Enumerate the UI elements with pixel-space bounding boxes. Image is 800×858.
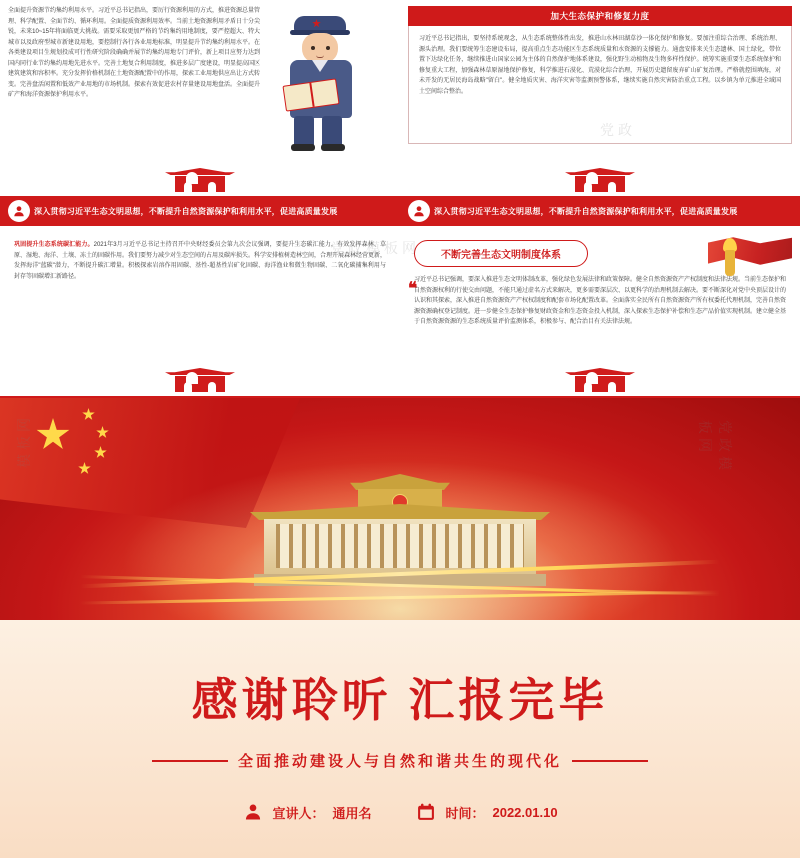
top-left-paragraph: 全面提升资源节约集约利用水平。习近平总书记指出，要厉行资源利用的方式，推进资源总量管理、科学配置、全面节约、循环利用。全面提质资源利用效率。当前土地资源利用矛盾日十分尖锐，未来10~15年将面临更大挑战。需要采取更加严格的节约集约用地制度，要严控超大、特大城市以及政府型城市新建设用地，要控制行各行各业用地标准，明显提升节约集约利用水平。在各类建设项目生规划投成可行性研究阶段确确并展节约集约用地专门评价，新上项目应努力达到国内同行业节约集约用地先进水平。完善土地复合利用制度，推进多层广度建设，明显提高国区建筑建筑和容积率。充分发挥价格机制在土地资源配置中的作用，探索工业用地供应出让方式转变。完善盘活闲置和低效产业用地的市场机制。探索有效促进农村存量建设用地盘活。全面提升矿产和海洋资源保护利用水平。 bbox=[8, 8, 261, 98]
top-left-content bbox=[8, 6, 392, 150]
gold-ribbon-decoration bbox=[80, 566, 720, 612]
banner-left bbox=[0, 196, 400, 226]
thanks-title: 感谢聆听 汇报完毕 bbox=[191, 674, 609, 726]
middle-slide bbox=[0, 226, 800, 396]
calendar-icon bbox=[415, 801, 437, 823]
tiananmen-gate-icon bbox=[565, 168, 635, 194]
speaker-value: 通用名 bbox=[332, 805, 372, 821]
thanks-slide bbox=[0, 620, 800, 858]
cadre-illustration-icon bbox=[266, 10, 376, 150]
top-right-card bbox=[408, 26, 792, 144]
mid-left-column bbox=[0, 226, 400, 396]
quote-icon: ❝ bbox=[408, 279, 418, 298]
tiananmen-gate-icon bbox=[565, 368, 635, 394]
speaker-info bbox=[242, 801, 371, 823]
flag-torch-decoration-icon bbox=[702, 230, 794, 286]
watermark: 党政模板网 bbox=[330, 240, 420, 256]
person-icon bbox=[242, 801, 264, 823]
mid-left-body: 2021年3月习近平总书记主持召开中央财经委员会第九次会议强调，要提升生态碳汇能力，有效发挥森林、草原、湿地、海洋、土壤、冻土的固碳作用。我们要努力减少对生态空间的占用及碳库损失。科学安排植树造林空间，合理开展森林经营更新，发挥海洋"蓝碳"潜力，不断提升碳汇增量。积极探索岩溶作用固碳、基性-超基性岩矿化固碳、海洋渔业和微生物固碳、二氧化碳捕集利用与封存等固碳增汇新路径。 bbox=[14, 242, 387, 280]
speaker-badge-icon bbox=[408, 200, 430, 222]
banner-right-text: 深入贯彻习近平生态文明思想，不断提升自然资源保护和利用水平，促进高质量发展 bbox=[434, 206, 738, 216]
mid-right-column bbox=[400, 226, 800, 396]
divider-left bbox=[152, 760, 228, 762]
watermark: 党政模板网 bbox=[697, 420, 733, 474]
top-right-column bbox=[400, 0, 800, 196]
divider-right bbox=[572, 760, 648, 762]
thanks-subtitle: 全面推动建设人与自然和谐共生的现代化 bbox=[237, 753, 562, 770]
date-label: 时间： bbox=[445, 805, 485, 821]
banner-right bbox=[400, 196, 800, 226]
speaker-badge-icon bbox=[8, 200, 30, 222]
mid-left-lead: 巩固提升生态系统碳汇能力。 bbox=[14, 242, 94, 248]
speaker-label: 宣讲人： bbox=[272, 805, 325, 821]
top-left-column bbox=[0, 0, 400, 196]
hero-great-hall-image bbox=[0, 398, 800, 620]
watermark: 模板网 bbox=[16, 414, 32, 468]
presenter-meta bbox=[0, 801, 800, 823]
section-title-protection: 加大生态保护和修复力度 bbox=[408, 6, 792, 26]
tiananmen-gate-icon bbox=[165, 368, 235, 394]
mid-left-paragraph bbox=[14, 240, 386, 282]
date-value: 2022.01.10 bbox=[492, 804, 558, 820]
top-slide bbox=[0, 0, 800, 196]
thanks-subtitle-row bbox=[0, 750, 800, 771]
banner-row-top bbox=[0, 196, 800, 226]
tiananmen-gate-icon bbox=[165, 168, 235, 194]
top-right-paragraph: 习近平总书记指出，要坚持系统观念，从生态系统整体性出发，推进山水林田湖草沙一体化保护和修复。要加注重综合治理、系统治理、源头治理。我们要统筹生态建设布局，提高重点生态功能区生态系统质量和水资源的支撑能力。通盘安排来关生态遗林、国土绿化，带位置下达绿化任务，继续推进山国家公园为主体的自然保护地体系建设，强化野生动植物及生物多样性保护。统筹实施重要生态系统保护和修复重大工程，加强森林草原湿地保护修复，科学推进石漠化、荒漠化综合治理，开展历史遗留废弃矿山矿复治理。严格就控围填海，对未开发的无居民海岛战略"留白"。健全地质灾害、海洋灾害等监测预警体系，继续实施自然灾害防治重点工程。以乡镇为单元推进全域国土空间综合整治。 bbox=[419, 36, 781, 95]
date-info bbox=[415, 801, 557, 823]
mid-right-paragraph: 习近平总书记强调，要深入推进生态文明体制改革，强化绿色发展法律和政策保障。健全自然资源资产产权制度和法律法规。当前生态保护和自然资源权利的行使交由问题，不能只通过虚名方式来解决，更多需要深层次、以更科学的治理机制去解决。要不断深化对党中央顶层设计的认识和其探索，深入推进自然资源资产产权权制度和配套市场化配置改革。全面落实全民所有自然资源资产所有权委托代理机制，完善自然资源资源确权登记制度。进一步健全生态保护修复财政资金和生态资金投入机制，深入探索生态保护补偿和生态产品价值实现机制。建立健全基于自然资源资源的生态系统质量评价监测体系，积极参与、配合治目有关法律法规。 bbox=[414, 277, 787, 325]
section-title-institution: 不断完善生态文明制度体系 bbox=[414, 240, 588, 267]
watermark: 党政 bbox=[600, 122, 636, 138]
banner-left-text: 深入贯彻习近平生态文明思想，不断提升自然资源保护和利用水平，促进高质量发展 bbox=[34, 206, 338, 216]
